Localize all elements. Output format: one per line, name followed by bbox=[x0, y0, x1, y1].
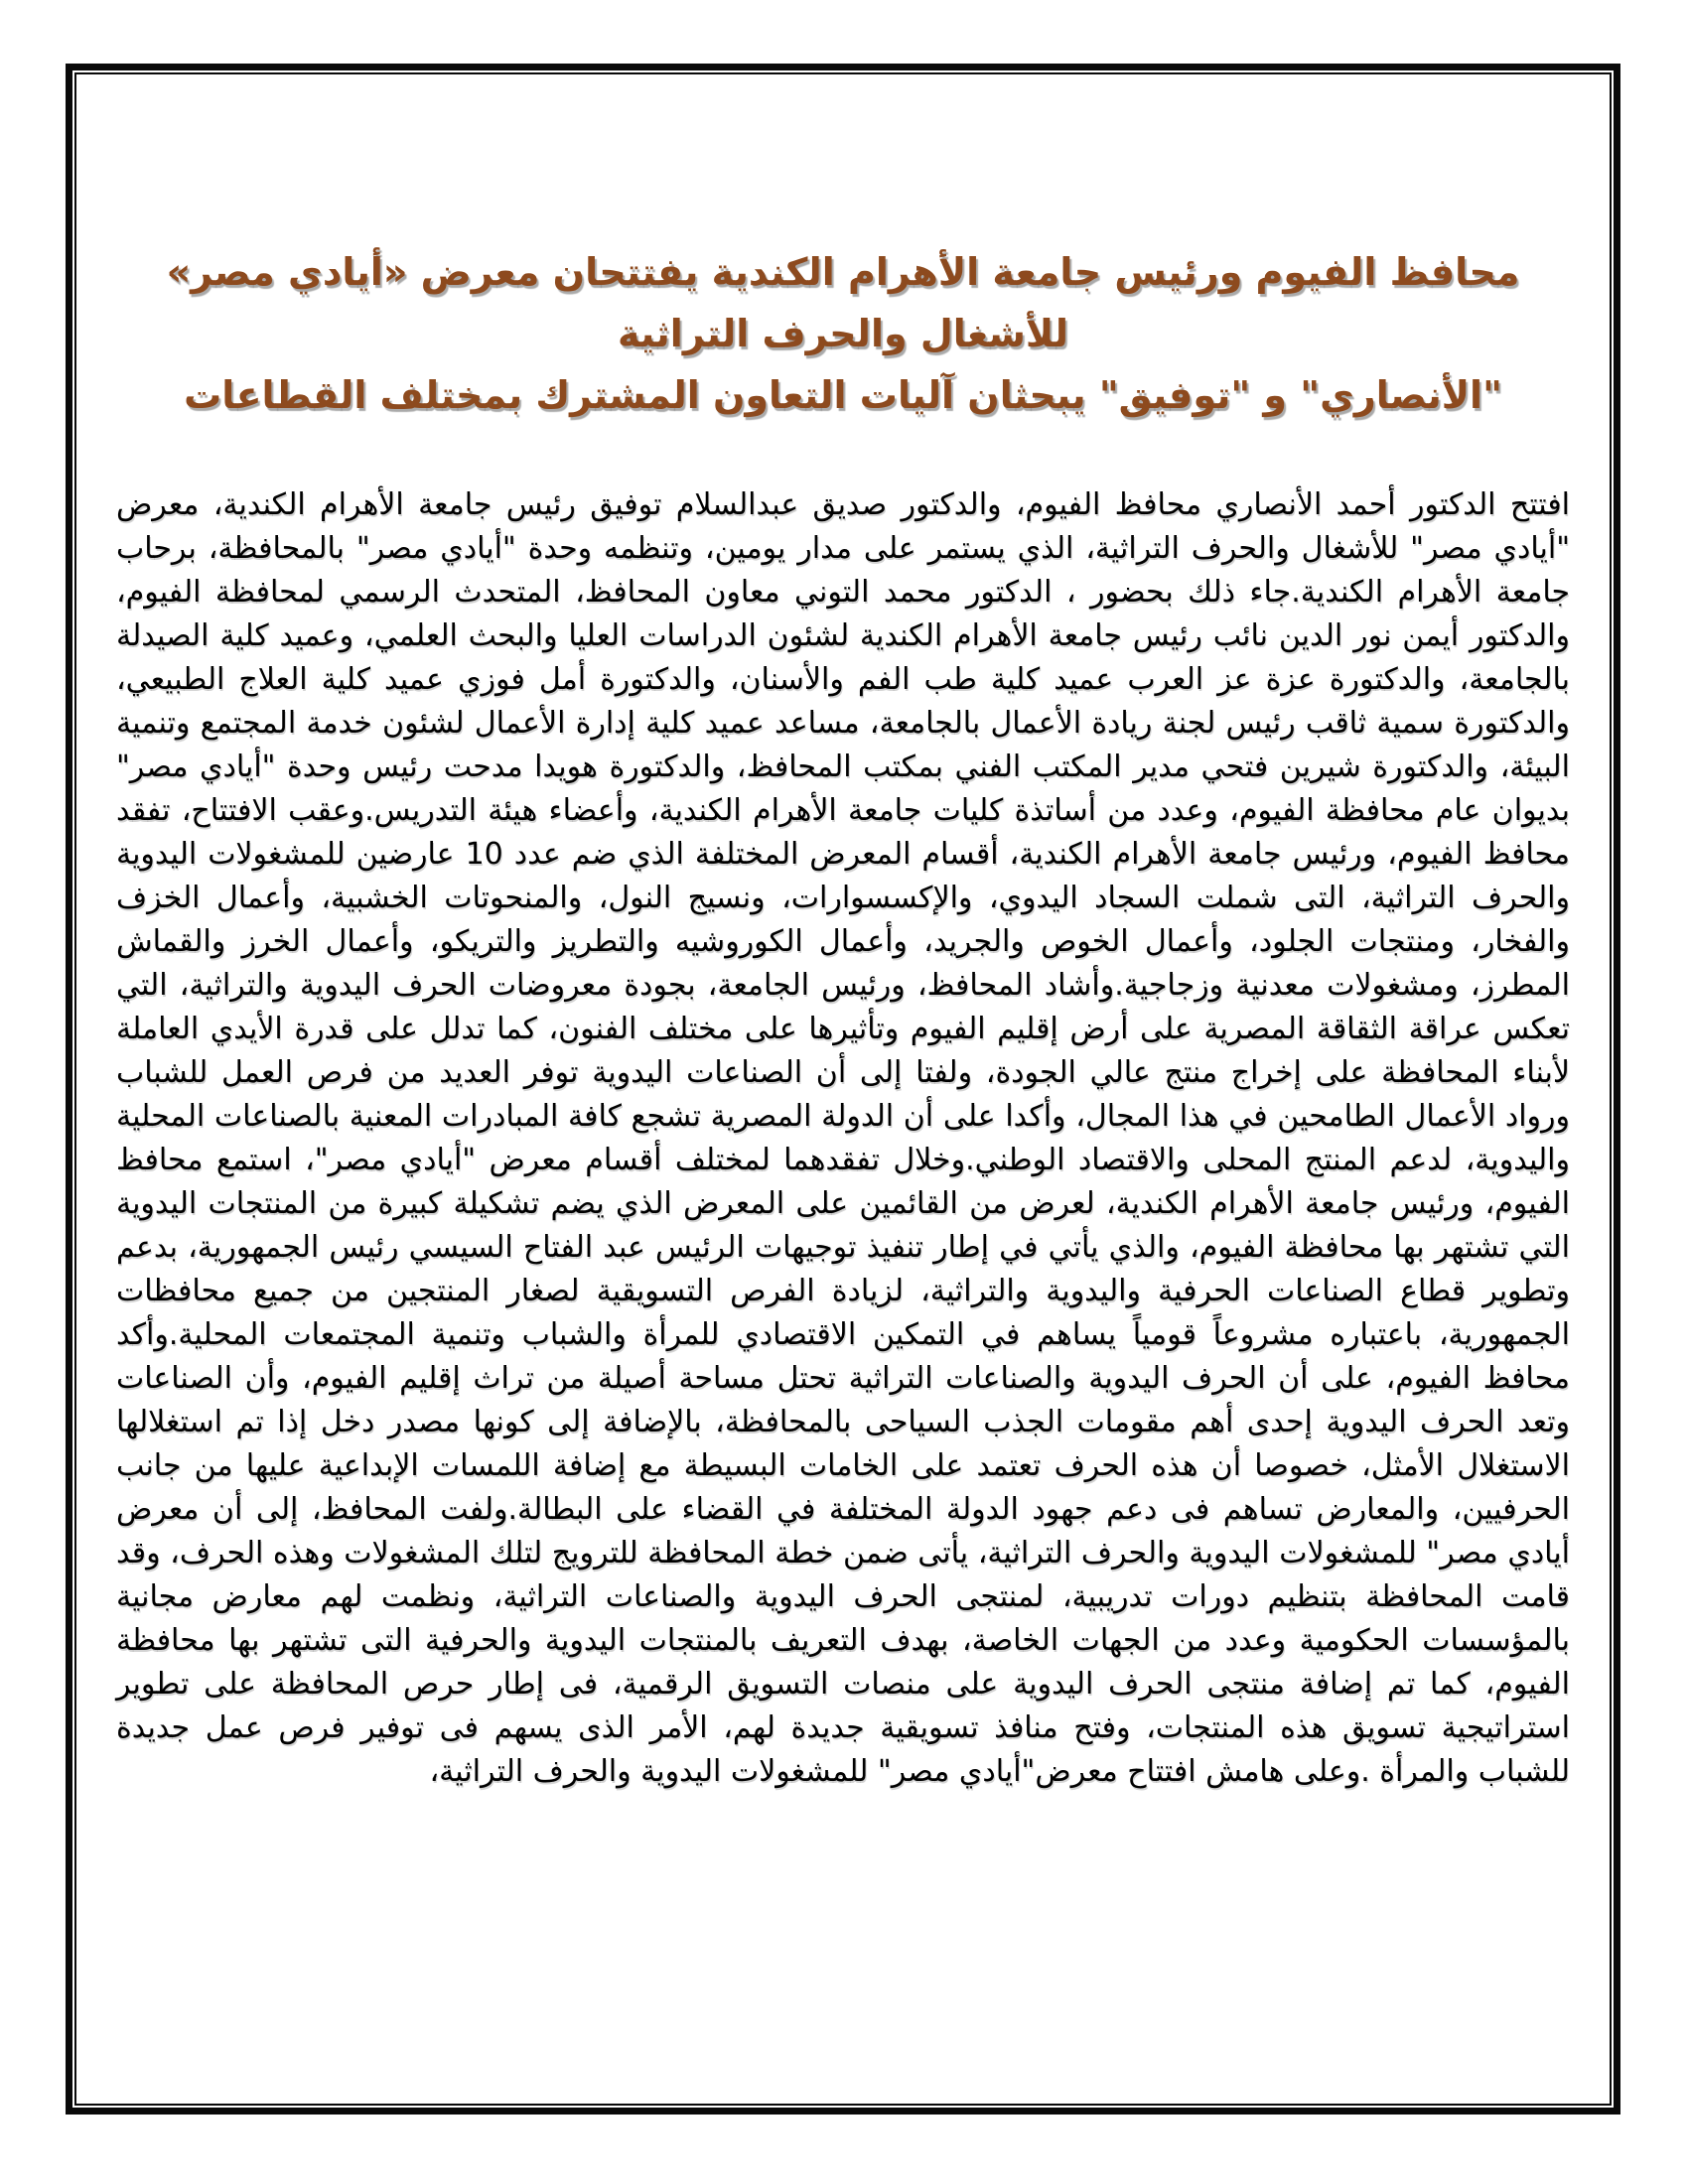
article-body: افتتح الدكتور أحمد الأنصاري محافظ الفيوم، والدكتور صديق عبدالسلام توفيق رئيس جامعة الأهرام الكندية، معرض "أيادي مصر" للأشغال والحرف التراثية، الذي يستمر على مدار يومين، وتنظمه وحدة "أيادي مصر" بالمحافظة، برحاب جامعة الأهرام الكندية.جاء ذلك بحضور ، الدكتور محمد التوني معاون المحافظ، المتحدث الرسمي لمحافظة الفيوم، والدكتور أيمن نور الدين نائب رئيس جامعة الأهرام الكندية لشئون الدراسات العليا والبحث العلمي، وعميد كلية الصيدلة بالجامعة، والدكتورة عزة عز العرب عميد كلية طب الفم والأسنان، والدكتورة أمل فوزي عميد كلية العلاج الطبيعي، والدكتورة سمية ثاقب رئيس لجنة ريادة الأعمال بالجامعة، مساعد عميد كلية إدارة الأعمال لشئون خدمة المجتمع وتنمية البيئة، والدكتورة شيرين فتحي مدير المكتب الفني بمكتب المحافظ، والدكتورة هويدا مدحت رئيس وحدة "أيادي مصر" بديوان عام محافظة الفيوم، وعدد من أساتذة كليات جامعة الأهرام الكندية، وأعضاء هيئة التدريس.وعقب الافتتاح، تفقد محافظ الفيوم، ورئيس جامعة الأهرام الكندية، أقسام المعرض المختلفة الذي ضم عدد 10 عارضين للمشغولات اليدوية والحرف التراثية، التى شملت السجاد اليدوي، والإكسسوارات، ونسيج النول، والمنحوتات الخشبية، وأعمال الخزف والفخار، ومنتجات الجلود، وأعمال الخوص والجريد، وأعمال الكوروشيه والتطريز والتريكو، وأعمال الخرز والقماش المطرز، ومشغولات معدنية وزجاجية.وأشاد المحافظ، ورئيس الجامعة، بجودة معروضات الحرف اليدوية والتراثية، التي تعكس عراقة الثقاقة المصرية على أرض إقليم الفيوم وتأثيرها على مختلف الفنون، كما تدلل على قدرة الأيدي العاملة لأبناء المحافظة على إخراج منتج عالي الجودة، ولفتا إلى أن الصناعات اليدوية توفر العديد من فرص العمل للشباب ورواد الأعمال الطامحين في هذا المجال، وأكدا على أن الدولة المصرية تشجع كافة المبادرات المعنية بالصناعات المحلية واليدوية، لدعم المنتج المحلى والاقتصاد الوطني.وخلال تفقدهما لمختلف أقسام معرض "أيادي مصر"، استمع محافظ الفيوم، ورئيس جامعة الأهرام الكندية، لعرض من القائمين على المعرض الذي يضم تشكيلة كبيرة من المنتجات اليدوية التي تشتهر بها محافظة الفيوم، والذي يأتي في إطار تنفيذ توجيهات الرئيس عبد الفتاح السيسي رئيس الجمهورية، بدعم وتطوير قطاع الصناعات الحرفية واليدوية والتراثية، لزيادة الفرص التسويقية لصغار المنتجين من جميع محافظات الجمهورية، باعتباره مشروعاً قومياً يساهم في التمكين الاقتصادي للمرأة والشباب وتنمية المجتمعات المحلية.وأكد محافظ الفيوم، على أن الحرف اليدوية والصناعات التراثية تحتل مساحة أصيلة من تراث إقليم الفيوم، وأن الصناعات وتعد الحرف اليدوية إحدى أهم مقومات الجذب السياحى بالمحافظة، بالإضافة إلى كونها مصدر دخل إذا تم استغلالها الاستغلال الأمثل، خصوصا أن هذه الحرف تعتمد على الخامات البسيطة مع إضافة اللمسات الإبداعية عليها من جانب الحرفيين، والمعارض تساهم فى دعم جهود الدولة المختلفة في القضاء على البطالة.ولفت المحافظ، إلى أن معرض أيادي مصر" للمشغولات اليدوية والحرف التراثية، يأتى ضمن خطة المحافظة للترويج لتلك المشغولات وهذه الحرف، وقد قامت المحافظة بتنظيم دورات تدريبية، لمنتجى الحرف اليدوية والصناعات التراثية، ونظمت لهم معارض مجانية بالمؤسسات الحكومية وعدد من الجهات الخاصة، بهدف التعريف بالمنتجات اليدوية والحرفية التى تشتهر بها محافظة الفيوم، كما تم إضافة منتجى الحرف اليدوية على منصات التسويق الرقمية، فى إطار حرص المحافظة على تطوير استراتيجية تسويق هذه المنتجات، وفتح منافذ تسويقية جديدة لهم، الأمر الذى يسهم فى توفير فرص عمل جديدة للشباب والمرأة .وعلى هامش افتتاح معرض"أيادي مصر" للمشغولات اليدوية والحرف التراثية، bbox=[116, 487, 1570, 1789]
page-content bbox=[76, 74, 1610, 2104]
title-line-1: محافظ الفيوم ورئيس جامعة الأهرام الكندية يفتتحان معرض «أيادي مصر» bbox=[166, 250, 1520, 294]
page-border-frame bbox=[66, 64, 1620, 2115]
page-border-inner-line bbox=[74, 72, 1612, 2106]
article-title bbox=[116, 241, 1570, 426]
title-line-2: للأشغال والحرف التراثية bbox=[617, 312, 1068, 355]
title-line-3: "الأنصاري" و "توفيق" يبحثان آليات التعاون المشترك بمختلف القطاعات bbox=[184, 373, 1502, 417]
